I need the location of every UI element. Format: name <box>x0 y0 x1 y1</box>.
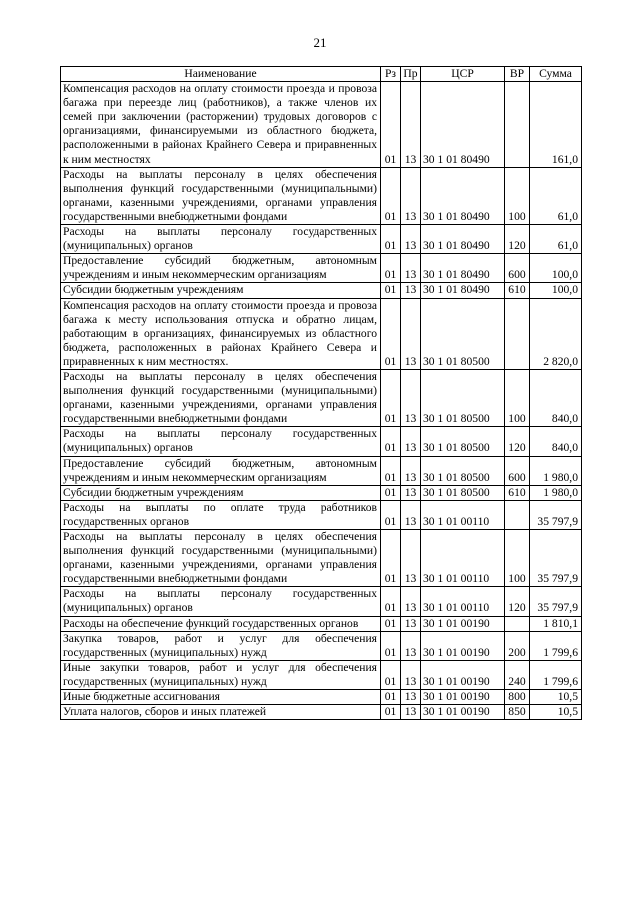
table-row <box>61 283 582 298</box>
row-sum: 840,0 <box>530 427 582 456</box>
row-rz: 01 <box>381 616 401 631</box>
row-name: Расходы на выплаты персоналу в целях обеспечения выполнения функций государственными (муниципальными) органами, казенными учреждениями, органами управления государственными внебюджетными фондами <box>61 167 381 224</box>
row-sum: 10,5 <box>530 705 582 720</box>
row-pr: 13 <box>401 283 421 298</box>
row-pr: 13 <box>401 167 421 224</box>
row-sum: 61,0 <box>530 167 582 224</box>
header-pr: Пр <box>401 67 421 82</box>
row-pr: 13 <box>401 705 421 720</box>
row-csr: 30 1 01 80490 <box>421 225 505 254</box>
row-rz: 01 <box>381 705 401 720</box>
row-sum: 100,0 <box>530 254 582 283</box>
row-rz: 01 <box>381 225 401 254</box>
row-vr: 120 <box>505 587 530 616</box>
row-csr: 30 1 01 00190 <box>421 616 505 631</box>
row-vr: 100 <box>505 369 530 426</box>
row-pr: 13 <box>401 427 421 456</box>
row-sum: 1 980,0 <box>530 456 582 485</box>
row-csr: 30 1 01 80500 <box>421 427 505 456</box>
row-sum: 2 820,0 <box>530 298 582 369</box>
row-pr: 13 <box>401 485 421 500</box>
row-name: Предоставление субсидий бюджетным, автономным учреждениям и иным некоммерческим организациям <box>61 456 381 485</box>
row-sum: 1 799,6 <box>530 660 582 689</box>
table-row <box>61 369 582 426</box>
row-rz: 01 <box>381 427 401 456</box>
row-name: Уплата налогов, сборов и иных платежей <box>61 705 381 720</box>
row-rz: 01 <box>381 660 401 689</box>
row-vr: 850 <box>505 705 530 720</box>
row-name: Компенсация расходов на оплату стоимости проезда и провоза багажа к месту использования отпуска и обратно лицам, работающим в организациях, финансируемых из областного бюджета, расположенных в районах Крайнего Севера и приравненных к ним местностях. <box>61 298 381 369</box>
row-csr: 30 1 01 80500 <box>421 369 505 426</box>
row-sum: 1 980,0 <box>530 485 582 500</box>
row-name: Расходы на обеспечение функций государственных органов <box>61 616 381 631</box>
row-name: Субсидии бюджетным учреждениям <box>61 485 381 500</box>
row-rz: 01 <box>381 254 401 283</box>
row-csr: 30 1 01 00190 <box>421 705 505 720</box>
row-vr: 100 <box>505 167 530 224</box>
row-vr <box>505 82 530 168</box>
row-pr: 13 <box>401 254 421 283</box>
row-sum: 61,0 <box>530 225 582 254</box>
row-sum: 1 799,6 <box>530 631 582 660</box>
row-pr: 13 <box>401 225 421 254</box>
row-csr: 30 1 01 00190 <box>421 690 505 705</box>
table-row <box>61 616 582 631</box>
table-row <box>61 705 582 720</box>
row-name: Компенсация расходов на оплату стоимости проезда и провоза багажа при переезде лиц (работников), а также членов их семей при заключении (расторжении) трудовых договоров с организациями, финансируемыми из областного бюджета, расположенными в районах Крайнего Севера и приравненных к ним местностях <box>61 82 381 168</box>
row-vr: 600 <box>505 456 530 485</box>
row-vr: 600 <box>505 254 530 283</box>
row-vr <box>505 616 530 631</box>
budget-table <box>60 66 582 720</box>
row-name: Предоставление субсидий бюджетным, автономным учреждениям и иным некоммерческим организациям <box>61 254 381 283</box>
row-name: Субсидии бюджетным учреждениям <box>61 283 381 298</box>
row-vr: 120 <box>505 427 530 456</box>
row-pr: 13 <box>401 530 421 587</box>
header-csr: ЦСР <box>421 67 505 82</box>
row-csr: 30 1 01 80500 <box>421 485 505 500</box>
row-csr: 30 1 01 80490 <box>421 167 505 224</box>
row-vr: 120 <box>505 225 530 254</box>
table-row <box>61 298 582 369</box>
table-row <box>61 530 582 587</box>
row-csr: 30 1 01 00190 <box>421 660 505 689</box>
row-sum: 100,0 <box>530 283 582 298</box>
row-pr: 13 <box>401 587 421 616</box>
row-vr <box>505 298 530 369</box>
row-vr: 240 <box>505 660 530 689</box>
table-row <box>61 254 582 283</box>
table-body <box>61 82 582 720</box>
table-row <box>61 427 582 456</box>
row-rz: 01 <box>381 82 401 168</box>
header-vr: ВР <box>505 67 530 82</box>
row-name: Иные закупки товаров, работ и услуг для обеспечения государственных (муниципальных) нужд <box>61 660 381 689</box>
row-pr: 13 <box>401 82 421 168</box>
header-sum: Сумма <box>530 67 582 82</box>
table-row <box>61 631 582 660</box>
header-name: Наименование <box>61 67 381 82</box>
page-number: 21 <box>313 35 327 50</box>
row-pr: 13 <box>401 616 421 631</box>
row-sum: 10,5 <box>530 690 582 705</box>
row-csr: 30 1 01 80490 <box>421 254 505 283</box>
row-sum: 1 810,1 <box>530 616 582 631</box>
row-pr: 13 <box>401 369 421 426</box>
table-row <box>61 82 582 168</box>
row-name: Расходы на выплаты персоналу в целях обеспечения выполнения функций государственными (муниципальными) органами, казенными учреждениями, органами управления государственными внебюджетными фондами <box>61 530 381 587</box>
row-name: Закупка товаров, работ и услуг для обеспечения государственных (муниципальных) нужд <box>61 631 381 660</box>
row-csr: 30 1 01 00110 <box>421 500 505 529</box>
table-row <box>61 167 582 224</box>
row-pr: 13 <box>401 456 421 485</box>
row-name: Расходы на выплаты персоналу в целях обеспечения выполнения функций государственными (муниципальными) органами, казенными учреждениями, органами управления государственными внебюджетными фондами <box>61 369 381 426</box>
row-vr <box>505 500 530 529</box>
row-vr: 610 <box>505 283 530 298</box>
table-row <box>61 500 582 529</box>
table-row <box>61 690 582 705</box>
row-sum: 161,0 <box>530 82 582 168</box>
row-pr: 13 <box>401 631 421 660</box>
row-vr: 100 <box>505 530 530 587</box>
row-rz: 01 <box>381 167 401 224</box>
row-rz: 01 <box>381 530 401 587</box>
row-sum: 35 797,9 <box>530 587 582 616</box>
row-sum: 840,0 <box>530 369 582 426</box>
row-csr: 30 1 01 80490 <box>421 283 505 298</box>
row-name: Расходы на выплаты персоналу государственных (муниципальных) органов <box>61 427 381 456</box>
row-pr: 13 <box>401 690 421 705</box>
row-name: Расходы на выплаты персоналу государственных (муниципальных) органов <box>61 225 381 254</box>
table-row <box>61 225 582 254</box>
row-name: Расходы на выплаты по оплате труда работников государственных органов <box>61 500 381 529</box>
row-csr: 30 1 01 00110 <box>421 587 505 616</box>
row-rz: 01 <box>381 587 401 616</box>
row-csr: 30 1 01 00190 <box>421 631 505 660</box>
table-header-row <box>61 67 582 82</box>
row-vr: 610 <box>505 485 530 500</box>
row-pr: 13 <box>401 500 421 529</box>
row-pr: 13 <box>401 298 421 369</box>
row-rz: 01 <box>381 690 401 705</box>
row-rz: 01 <box>381 369 401 426</box>
row-csr: 30 1 01 80500 <box>421 456 505 485</box>
row-sum: 35 797,9 <box>530 530 582 587</box>
row-csr: 30 1 01 00110 <box>421 530 505 587</box>
table-row <box>61 660 582 689</box>
row-rz: 01 <box>381 298 401 369</box>
row-rz: 01 <box>381 500 401 529</box>
row-vr: 200 <box>505 631 530 660</box>
row-name: Иные бюджетные ассигнования <box>61 690 381 705</box>
row-csr: 30 1 01 80490 <box>421 82 505 168</box>
row-rz: 01 <box>381 456 401 485</box>
row-name: Расходы на выплаты персоналу государственных (муниципальных) органов <box>61 587 381 616</box>
row-pr: 13 <box>401 660 421 689</box>
row-vr: 800 <box>505 690 530 705</box>
row-rz: 01 <box>381 485 401 500</box>
row-rz: 01 <box>381 283 401 298</box>
row-rz: 01 <box>381 631 401 660</box>
table-row <box>61 485 582 500</box>
table-row <box>61 587 582 616</box>
header-rz: Рз <box>381 67 401 82</box>
row-sum: 35 797,9 <box>530 500 582 529</box>
table-row <box>61 456 582 485</box>
row-csr: 30 1 01 80500 <box>421 298 505 369</box>
